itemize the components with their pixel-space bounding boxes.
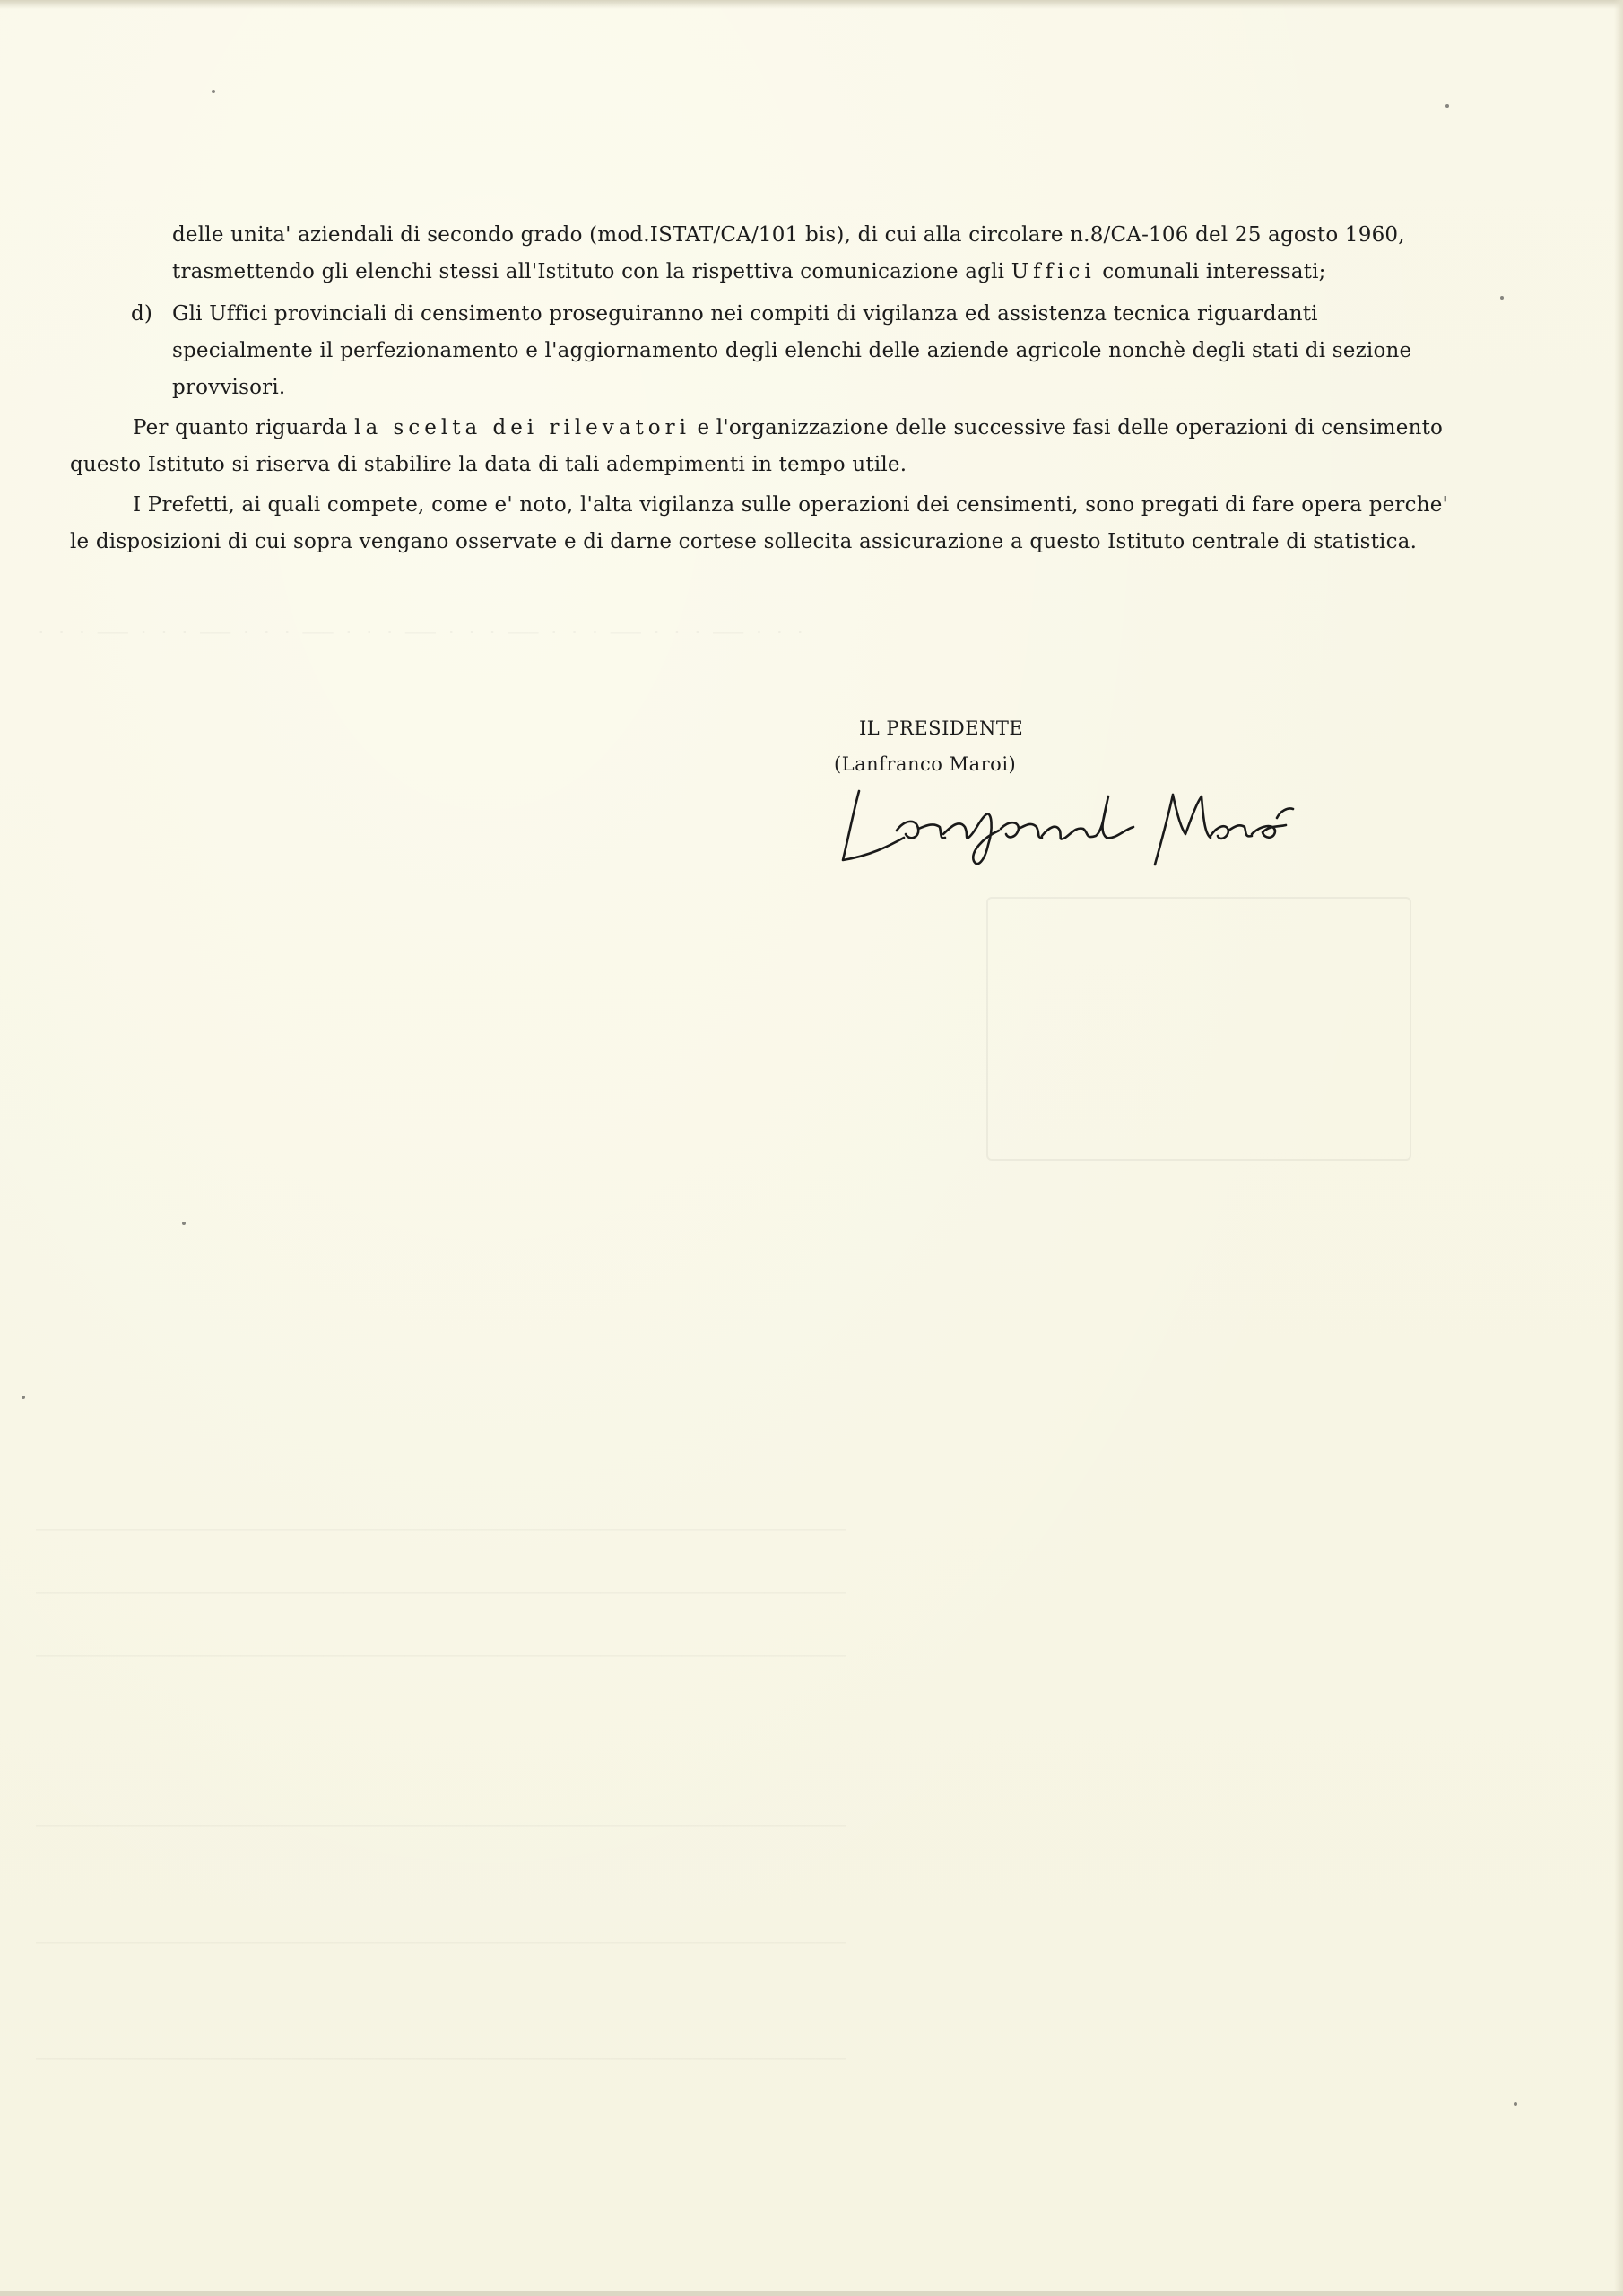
item-d-label: d) [131,302,153,326]
bleed-through-texture: ——————————————————————————————————————————————————————————————————————————————— [36,1932,846,1952]
bleed-through-texture: · · · ——— · · · ——— · · · ——— · · · ——— · · · ——— · · · ——— · · · ——— · · · [36,622,805,642]
bleed-through-texture: ——————————————————————————————————————————————————————————————————————————————— [36,1519,846,1539]
bleed-through-texture: ——————————————————————————————————————————————————————————————————————————————— [36,1645,846,1665]
scan-speck [1514,2102,1517,2106]
item-c-text-end: comunali interessati; [1095,260,1326,283]
paragraph-rilevatori-end: e l'organizzazione delle successive fasi delle operazioni di censimento questo Istituto si riserva di stabilire la data di tali adempimenti in tempo utile. [70,416,1444,476]
scan-right-edge [1614,0,1623,2296]
scan-speck [1445,104,1449,108]
paragraph-rilevatori [70,410,1460,483]
item-c-spaced-word: Uffici [1011,260,1096,283]
signatory-title: IL PRESIDENTE [859,718,1024,739]
bleed-through-texture: ——————————————————————————————————————————————————————————————————————————————— [36,1582,846,1602]
scan-top-edge [0,0,1623,9]
scan-speck [22,1396,25,1399]
item-c-continuation [70,217,1460,291]
paragraph-prefetti: I Prefetti, ai quali compete, come e' noto, l'alta vigilanza sulle operazioni dei censimenti, sono pregati di fare opera perche' le disposizioni di cui sopra vengano osservate e di darne cortese sollecita assicurazione a questo Istituto centrale di statistica. [70,493,1449,553]
paragraph-rilevatori-start: Per quanto riguarda [133,416,355,439]
item-d [70,296,1460,406]
scan-speck [182,1222,186,1225]
bleed-through-stamp [986,897,1411,1161]
scan-bottom-edge [0,2291,1623,2296]
letter-body [70,217,1460,561]
item-d-text: Gli Uffici provinciali di censimento proseguiranno nei compiti di vigilanza ed assistenza tecnica riguardanti specialmente il perfezionamento e l'aggiornamento degli elenchi delle aziende agricole nonchè degli stati di sezione provvisori. [172,302,1412,399]
bleed-through-texture: ——————————————————————————————————————————————————————————————————————————————— [36,1815,846,1835]
handwritten-signature [834,775,1336,874]
scan-speck [212,90,215,93]
bleed-through-texture: ——————————————————————————————————————————————————————————————————————————————— [36,2048,846,2068]
item-c-text: delle unita' aziendali di secondo grado (mod.ISTAT/CA/101 bis), di cui alla circolare n.8/CA-106 del 25 agosto 1960, trasmettendo gli elenchi stessi all'Istituto con la rispettiva comunicazione agli [172,223,1405,283]
scan-speck [1500,296,1504,300]
signatory-name: (Lanfranco Maroi) [834,753,1017,775]
paragraph-rilevatori-spaced: la scelta dei rilevatori [354,416,690,439]
